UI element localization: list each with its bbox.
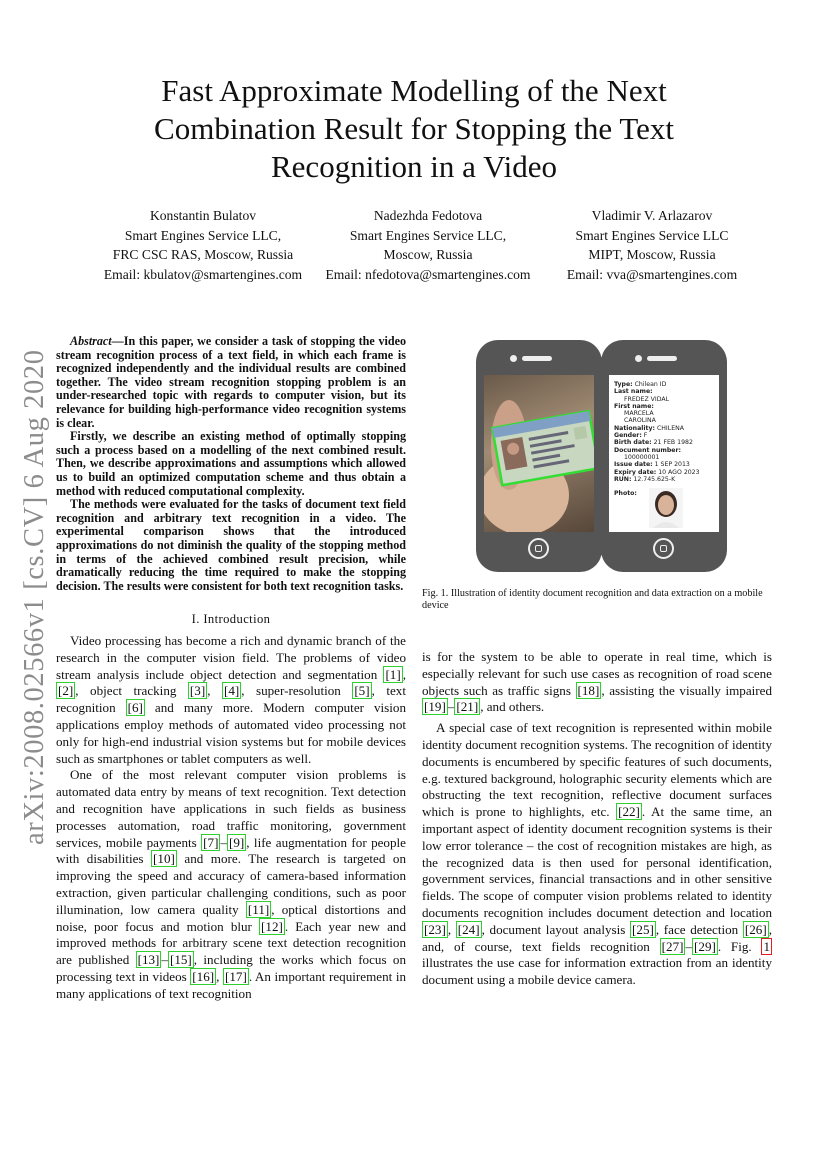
citation-link[interactable]: [15] [169,952,192,968]
author-email: Email: vva@smartengines.com [566,266,738,282]
author-affiliation: MIPT, Moscow, Russia [588,247,716,262]
author-email: Email: nfedotova@smartengines.com [325,266,531,282]
title-line: Combination Result for Stopping the Text [154,111,674,146]
citation-link[interactable]: [24] [457,921,480,937]
author-affiliation: Moscow, Russia [383,247,473,262]
abstract-paragraph: Abstract—In this paper, we consider a task of stopping the video stream recognition process of a text field, in which each frame is recognized independently and the individual results are combined together. The video stream recognition stopping problem is an under-researched topic with regards to computer vision, but its relevance for building high-performance video recognition systems is clear. [56,334,406,430]
home-button-icon [528,538,549,559]
figure-link[interactable]: 1 [763,938,771,954]
citation-link[interactable]: [3] [189,683,206,699]
citation-link[interactable]: [18] [577,682,600,698]
phone-camera-view [476,340,602,572]
author-block-1 [95,206,311,284]
abstract-paragraph: Firstly, we describe an existing method of optimally stopping such a process based on a modelling of the next combined result. Then, we describe approximations and assumptions which allowed us to build an optimized computation scheme and thus obtain a method with reduced computational complexity. [56,429,406,498]
author-affiliation: Smart Engines Service LLC, [349,227,507,243]
citation-link[interactable]: [6] [127,700,143,716]
author-name: Nadezhda Fedotova [373,208,483,223]
extracted-data-screen [609,375,719,532]
citation-link[interactable]: [17] [224,968,247,984]
citation-link[interactable]: [2] [58,683,74,699]
speaker-icon [522,356,552,361]
arxiv-stamp: arXiv:2008.02566v1 [cs.CV] 6 Aug 2020 [19,349,50,845]
phone-result-view [601,340,727,572]
citation-link[interactable]: [16] [192,968,215,984]
right-column-text [422,649,772,989]
home-button-icon [653,538,674,559]
paragraph: One of the most relevant computer vision problems is automated data entry by means of text recognition. Text detection and recognition have applications in such fields as business processes automation, road traffic monitoring, government services, mobile payments [7] – [9] , life augmentation for people with disabilities [10] and more. The research is targeted on improving the speed and accuracy of camera-based information extraction, given particular challenging conditions, such as poor illumination, low camera quality [11] , optical distortions and noise, poor focus and motion blur [12] . Each year new and improved methods for arbitrary scene text detection recognition are published [13] – [15] , including the works which focus on processing text in videos [16] , [17] . An important requirement in many applications of text recognition [56,767,407,1001]
extracted-field-row: MARCELA [624,410,654,418]
extracted-field-row: Last name: [614,388,653,396]
citation-link[interactable]: [11] [247,901,270,917]
author-block-2 [312,206,544,284]
citation-link[interactable]: [5] [354,683,370,699]
citation-link[interactable]: [1] [385,666,401,682]
author-name: Konstantin Bulatov [149,208,257,223]
title-line: Recognition in a Video [271,149,557,184]
abstract [56,335,406,593]
title-line: Fast Approximate Modelling of the Next [161,73,667,108]
citation-link[interactable]: [12] [261,918,283,934]
citation-link[interactable]: [29] [694,938,716,954]
extracted-field-row: Issue date: 1 SEP 2013 [614,461,690,469]
citation-link[interactable]: [22] [618,804,640,820]
abstract-lead: Abstract [70,334,112,348]
paragraph: A special case of text recognition is represented within mobile identity document recognition systems. The recognition of identity documents is encumbered by specific features of such documents, e.g. textured background, holographic security elements which are obstructing the text recognition, reflective document surfaces which is prone to highlights, etc. [22] . At the same time, an important aspect of identity document recognition systems is their low error tolerance – the cost of recognition mistakes are high, as the recognized data is then used for personal identification, government services, financial transactions and in other sensitive fields. The scope of computer vision problems related to identity documents recognition includes document detection and location [23] , [24] , document layout analysis [25] , face detection [26] , and, of course, text fields recognition [27] – [29] . Fig. 1 illustrates the use case for information extraction from an identity document using a mobile device camera. [422,720,772,988]
extracted-field-row: RUN: 12.745.625-K [614,475,676,483]
author-name: Vladimir V. Arlazarov [591,208,713,223]
citation-link[interactable]: [23] [424,921,446,937]
citation-link[interactable]: [13] [137,952,160,968]
extracted-field-row: FREDEZ VIDAL [624,395,670,403]
face-photo [649,488,683,528]
abstract-paragraph: The methods were evaluated for the tasks of document text field recognition and arbitrary text recognition in a video. The experimental comparison shows that the introduced approximations do not diminish the quality of the stopping method in terms of the achieved combined result precision, while dramatically reducing the time required to make the stopping decision. The results were consistent for both text recognition tasks. [56,497,406,593]
camera-frame-image [484,375,594,532]
extracted-field-row: Photo: [614,490,637,498]
extracted-field-row: CAROLINA [624,417,656,425]
extracted-field-row: Birth date: 21 FEB 1982 [614,439,693,447]
extracted-field-row: Expiry date: 10 AGO 2023 [614,468,700,476]
paper-title [60,72,768,186]
author-affiliation: FRC CSC RAS, Moscow, Russia [112,247,294,262]
section-heading: I. Introduction [191,612,271,626]
extracted-fields [614,381,714,498]
figure-caption: Fig. 1. Illustration of identity document recognition and data extraction on a mobile device [422,588,763,612]
author-email: Email: kbulatov@smartengines.com [103,266,303,282]
speaker-icon [647,356,677,361]
id-card-photo [484,375,594,532]
citation-link[interactable]: [7] [203,834,219,850]
extracted-field-row: First name: [614,402,654,410]
citation-link[interactable]: [10] [153,851,175,867]
extracted-field-row: Document number: [614,446,682,454]
author-affiliation: Smart Engines Service LLC, [124,227,282,243]
citation-link[interactable]: [9] [228,834,245,850]
author-affiliation: Smart Engines Service LLC [575,227,729,243]
citation-link[interactable]: [27] [661,938,684,954]
camera-icon [510,355,517,362]
camera-icon [635,355,642,362]
paragraph: is for the system to be able to operate in real time, which is especially relevant for such use cases as recognition of road scene objects such as traffic signs [18] , assisting the visually impaired [19] – [21] , and others. [422,649,772,715]
left-column-text [56,633,406,1003]
extracted-field-row: 100000001 [624,453,660,461]
extracted-field-row: Type: Chilean ID [614,381,667,388]
citation-link[interactable]: [19] [424,699,446,715]
author-block-3 [552,206,752,284]
citation-link[interactable]: [26] [744,921,767,937]
extracted-field-row: Nationality: CHILENA [614,424,684,432]
paragraph: Video processing has become a rich and dynamic branch of the research in the computer vision field. The problems of video stream analysis include object detection and segmentation [1] , [2] , object tracking [3] , [4] , super-resolution [5] , text recognition [6] and many more. Modern computer vision applications employ methods of automated video processing not only for high-end industrial vision systems but for mobile devices such as smartphones or tablet computers as well. [56,633,407,766]
citation-link[interactable]: [4] [223,683,240,699]
citation-link[interactable]: [25] [632,921,654,937]
citation-link[interactable]: [21] [456,699,479,715]
extracted-field-row: Gender: F [614,432,648,440]
